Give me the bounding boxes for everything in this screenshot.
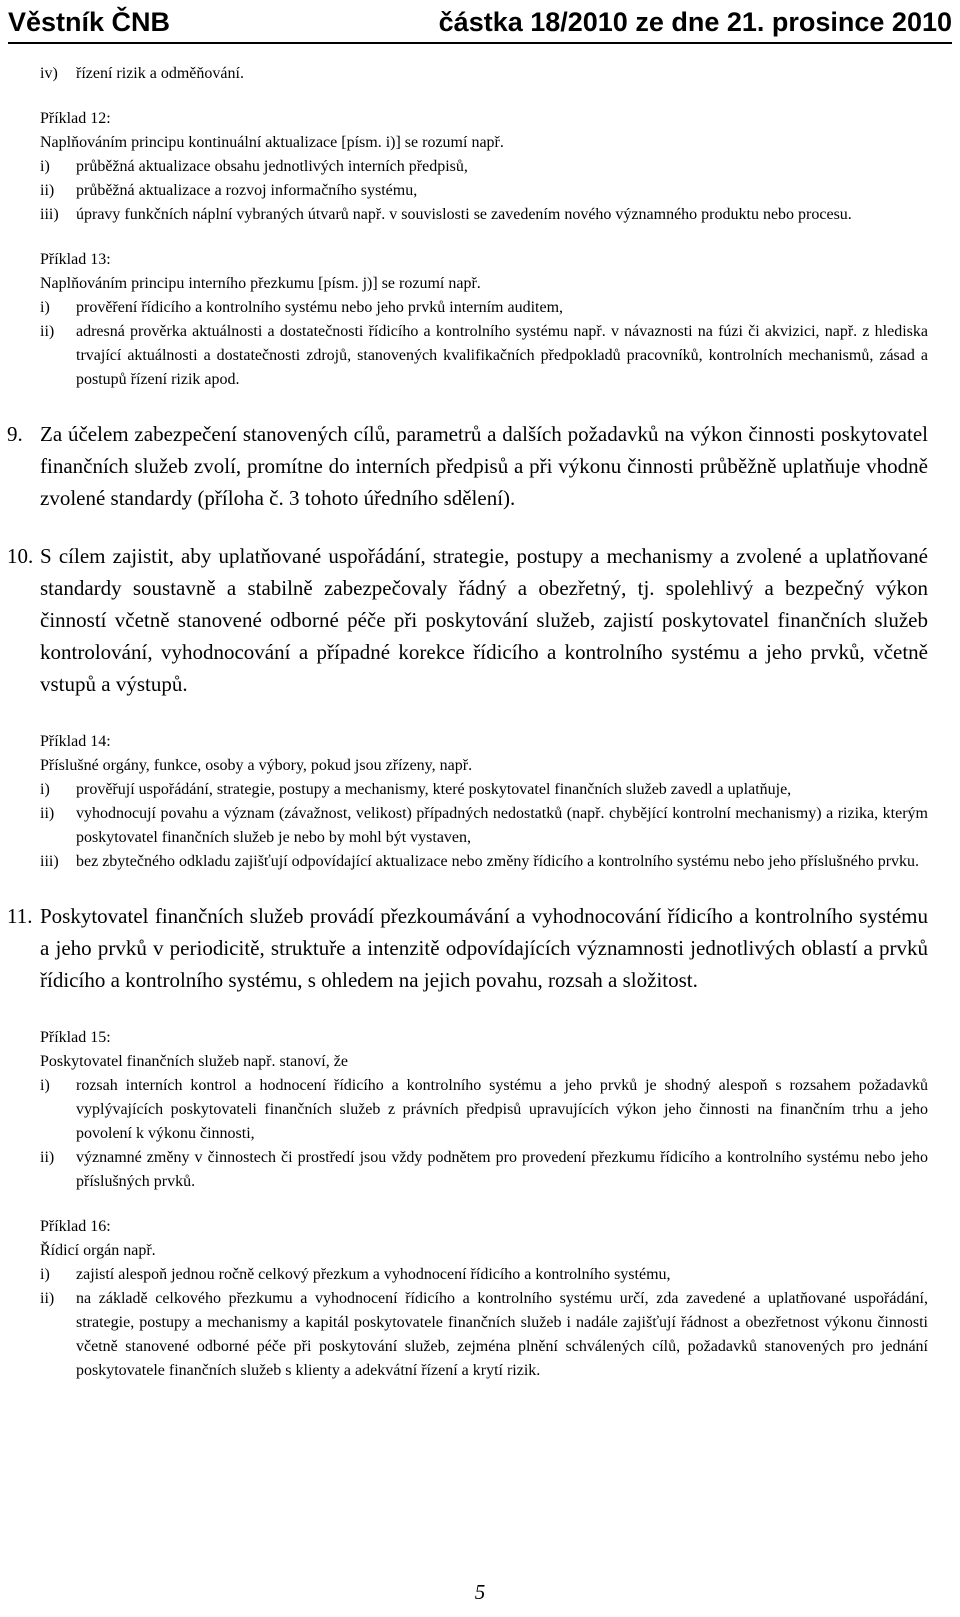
page-header [8,4,952,44]
list-item [40,1287,928,1383]
example-lead: Naplňováním principu interního přezkumu [písm. j)] se rozumí např. [40,275,481,292]
item-number: i) [40,1266,50,1283]
item-number: iv) [40,65,58,82]
list-item [40,850,928,874]
item-number: iii) [40,206,59,223]
item-number: i) [40,781,50,798]
example-title: Příklad 14: [40,733,111,750]
example-lead: Poskytovatel finančních služeb např. stanoví, že [40,1053,348,1070]
list-item [40,1074,928,1146]
example-lead: Příslušné orgány, funkce, osoby a výbory, pokud jsou zřízeny, např. [40,757,473,774]
item-text: významné změny v činnostech či prostředí jsou vždy podnětem pro provedení přezkumu řídicího a kontrolního systému nebo jeho příslušných prvků. [76,1149,928,1190]
item-text: prověření řídicího a kontrolního systému nebo jeho prvků interním auditem, [76,299,564,316]
item-text: adresná prověrka aktuálnosti a dostatečnosti řídicího a kontrolního systému např. v návaznosti na fúzi či akvizici, např. z hlediska trvající aktuálnosti a dostatečnosti zdrojů, stanovených kvalifikačních předpokladů pracovníků, kontrolních mechanismů, zásad a postupů řízení rizik apod. [76,323,928,388]
list-item [40,62,928,86]
item-text: zajistí alespoň jednou ročně celkový přezkum a vyhodnocení řídicího a kontrolního systému, [76,1266,671,1283]
paragraph-11 [7,900,928,996]
item-text: rozsah interních kontrol a hodnocení řídicího a kontrolního systému a jeho prvků je shodný alespoň s rozsahem požadavků vyplývajících poskytovateli finančních služeb z právních předpisů upravujících výkon jeho činnosti na finančním trhu a jeho povolení k výkonu činnosti, [76,1077,928,1142]
item-text: řízení rizik a odměňování. [76,65,244,82]
page-number: 5 [474,1580,486,1604]
example-lead: Naplňováním principu kontinuální aktualizace [písm. i)] se rozumí např. [40,134,504,151]
item-number: i) [40,299,50,316]
item-text: vyhodnocují povahu a význam (závažnost, velikost) případných nedostatků (např. chybějící kontrolní mechanismy) a rizika, kterým poskytovatel finančních služeb je nebo by mohl být vystaven, [76,805,928,846]
item-text: průběžná aktualizace obsahu jednotlivých interních předpisů, [76,158,468,175]
paragraph-number: 10. [7,544,34,568]
list-item [40,179,928,203]
item-text: průběžná aktualizace a rozvoj informačního systému, [76,182,418,199]
example-14 [40,730,928,874]
item-number: i) [40,158,50,175]
list-item [40,296,928,320]
paragraph-number: 9. [7,422,23,446]
example-12 [40,107,928,227]
paragraph-10 [7,540,928,700]
paragraph-text: Poskytovatel finančních služeb provádí přezkoumávání a vyhodnocování řídicího a kontrolního systému a jeho prvků v periodicitě, struktuře a intenzitě odpovídajících významnosti jednotlivých oblastí a prvků řídicího a kontrolního systému, s ohledem na jejich povahu, rozsah a složitost. [40,904,928,992]
example-title: Příklad 16: [40,1218,111,1235]
issue-info: částka 18/2010 ze dne 21. prosince 2010 [438,7,952,37]
item-text: na základě celkového přezkumu a vyhodnocení řídicího a kontrolního systému určí, zda zavedené a uplatňované uspořádání, strategie, postupy a mechanismy a kapitál poskytovatele finančních služeb i nadále zajišťují řádnost a obezřetnost výkonu činnosti včetně stanovené odborné péče při poskytování služeb, zejména plnění schválených cílů, požadavků stanovených pro jednání poskytovatele finančních služeb s klienty a adekvátní řízení a krytí rizik. [76,1290,928,1379]
item-number: iii) [40,853,59,870]
example-13 [40,248,928,392]
journal-title: Věstník ČNB [8,7,171,37]
paragraph-text: Za účelem zabezpečení stanovených cílů, parametrů a dalších požadavků na výkon činnosti poskytovatel finančních služeb zvolí, promítne do interních předpisů a při výkonu činnosti průběžně uplatňuje vhodně zvolené standardy (příloha č. 3 tohoto úředního sdělení). [40,422,928,510]
item-text: bez zbytečného odkladu zajišťují odpovídající aktualizace nebo změny řídicího a kontrolního systému nebo jeho příslušného prvku. [76,853,920,870]
list-item [40,1146,928,1194]
list-item [40,1263,928,1287]
list-item [40,320,928,392]
example-lead: Řídicí orgán např. [40,1242,156,1259]
list-item [40,203,928,227]
example-15 [40,1026,928,1194]
document-body [7,62,928,1383]
paragraph-text: S cílem zajistit, aby uplatňované uspořádání, strategie, postupy a mechanismy a zvolené a uplatňované standardy soustavně a stabilně zabezpečovaly řádný a obezřetný, tj. spolehlivý a bezpečný výkon činností včetně stanovené odborné péče při poskytování služeb, zajistí poskytovatel finančních služeb kontrolování, vyhodnocování a případné korekce řídicího a kontrolního systému a jeho prvků, včetně vstupů a výstupů. [40,544,928,696]
list-item [40,155,928,179]
item-number: ii) [40,1290,55,1307]
item-text: prověřují uspořádání, strategie, postupy a mechanismy, které poskytovatel finančních služeb zavedl a uplatňuje, [76,781,792,798]
item-number: ii) [40,1149,55,1166]
example-title: Příklad 12: [40,110,111,127]
list-item [40,778,928,802]
item-text: úpravy funkčních náplní vybraných útvarů např. v souvislosti se zavedením nového významného produktu nebo procesu. [76,206,852,223]
example-16 [40,1215,928,1383]
item-number: ii) [40,805,55,822]
item-number: ii) [40,323,55,340]
example-title: Příklad 13: [40,251,111,268]
item-number: i) [40,1077,50,1094]
item-number: ii) [40,182,55,199]
example-title: Příklad 15: [40,1029,111,1046]
paragraph-number: 11. [7,904,33,928]
list-item [40,802,928,850]
paragraph-9 [7,418,928,514]
